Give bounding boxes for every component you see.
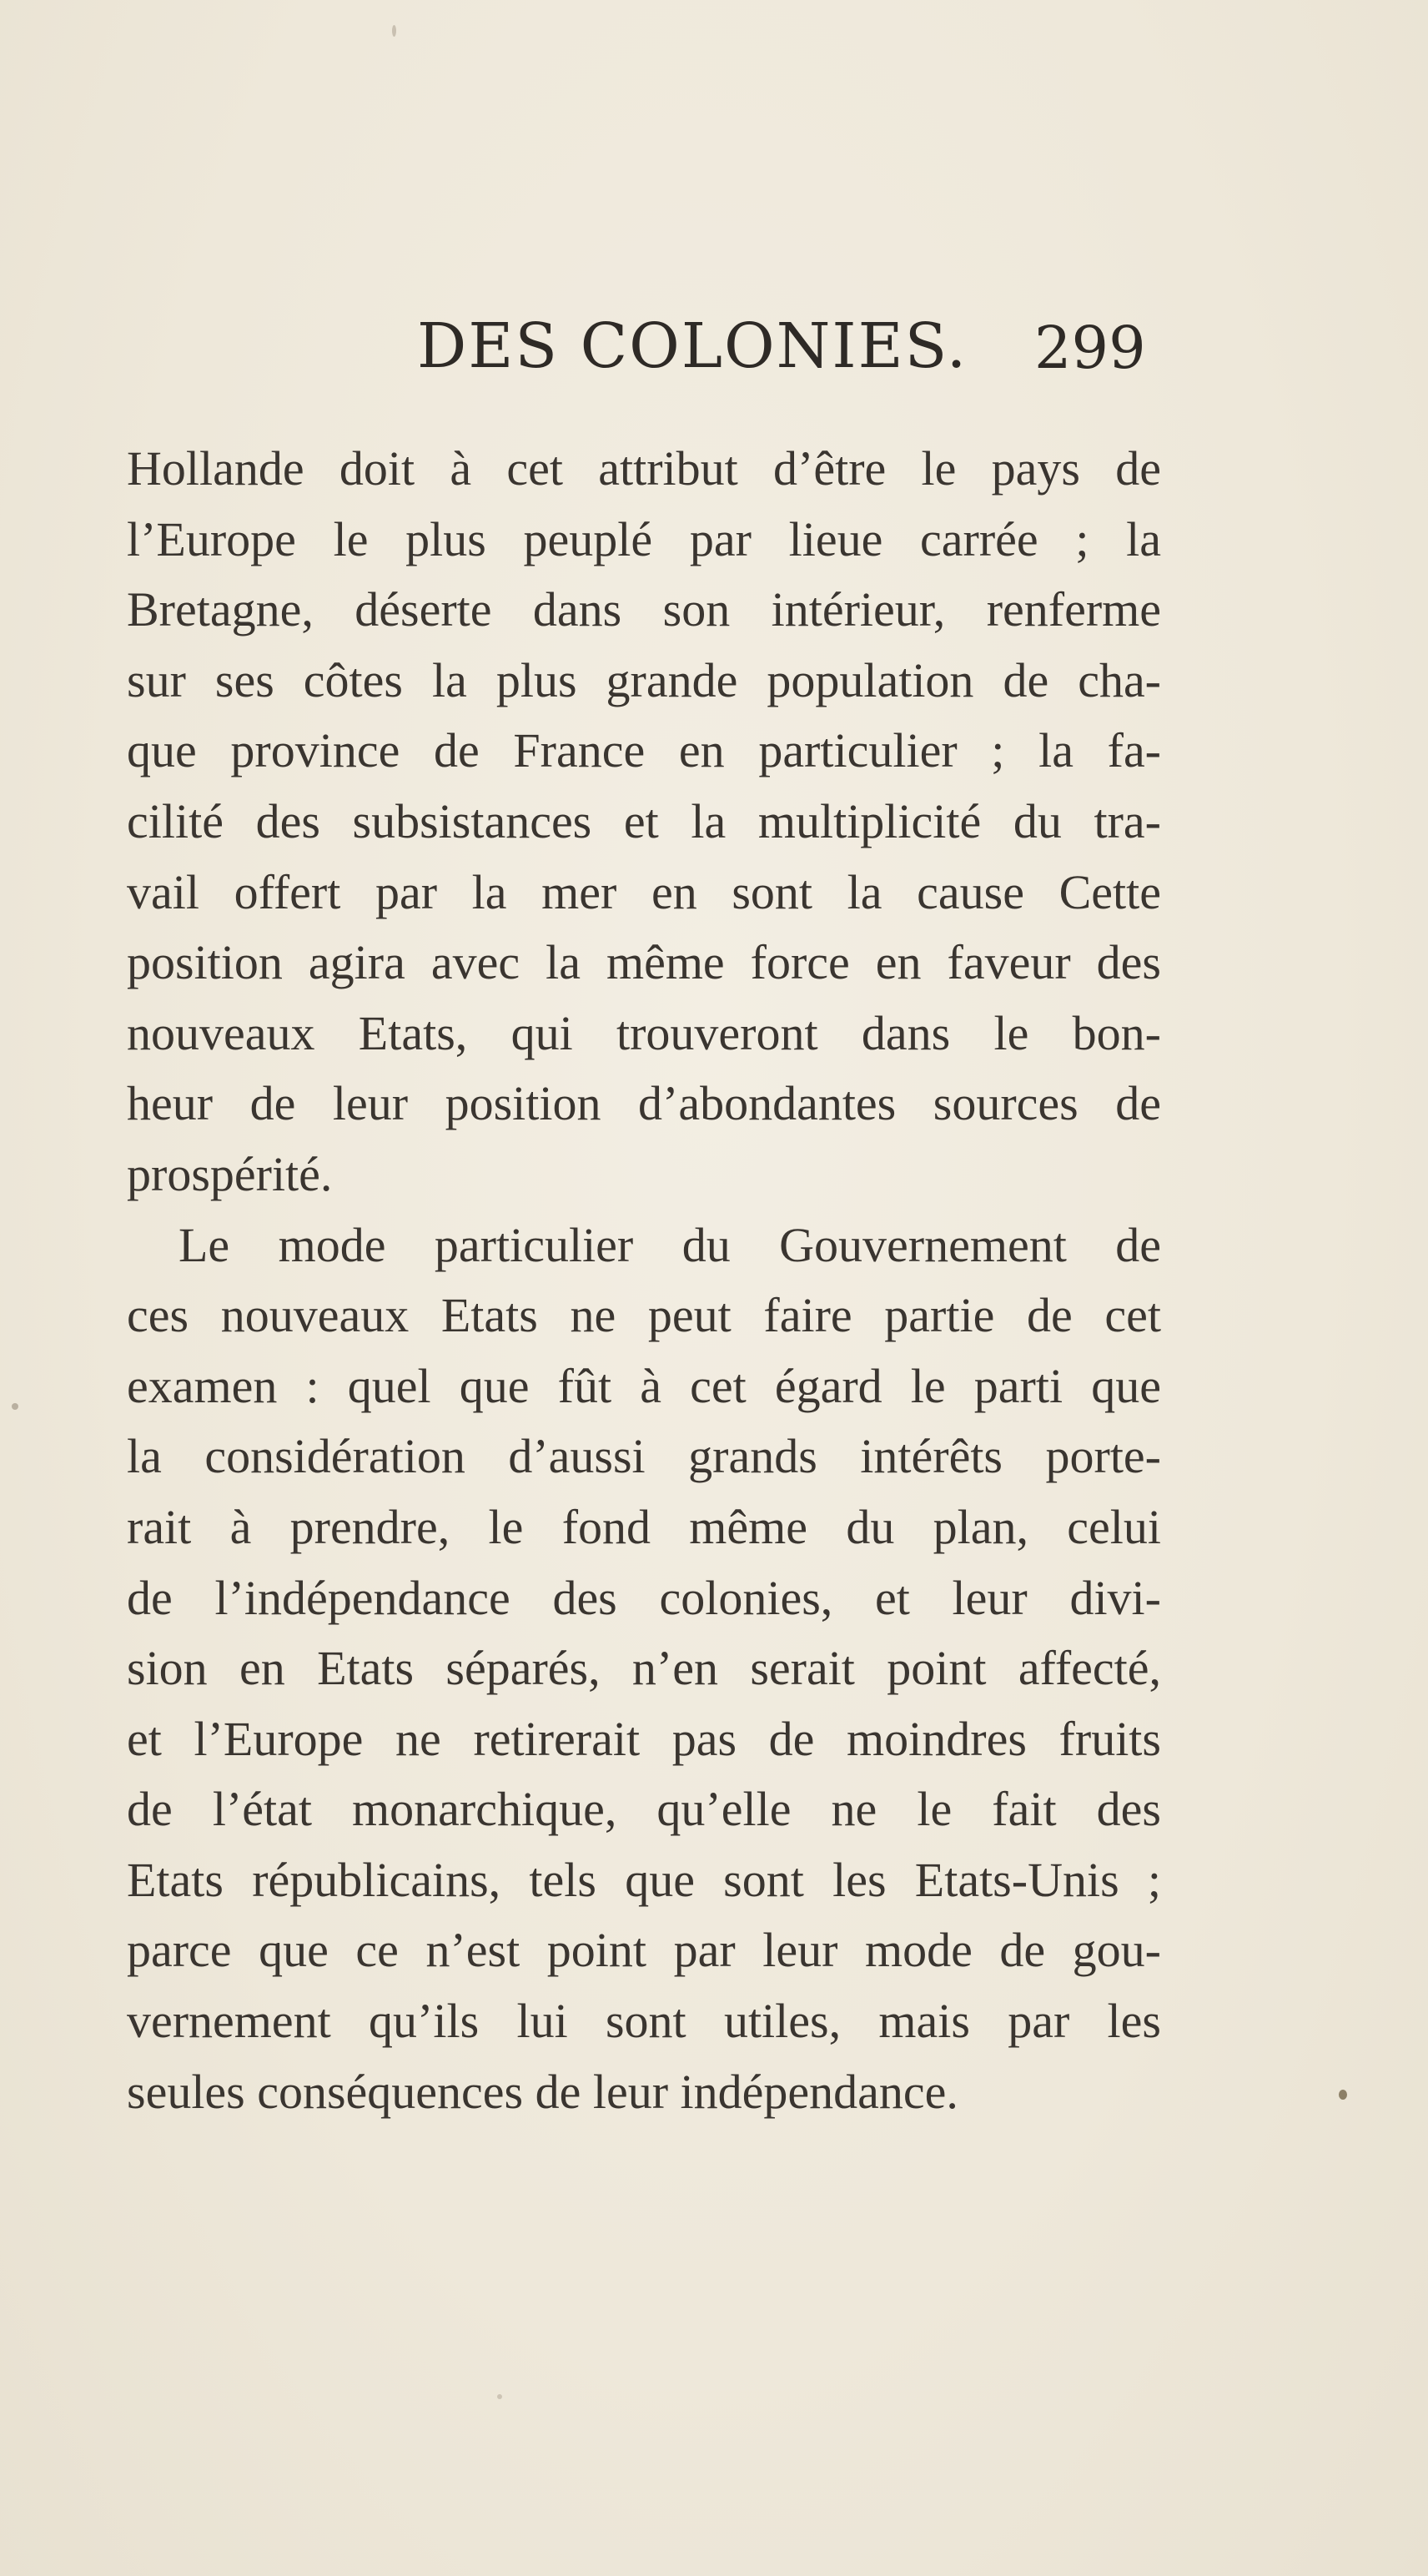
paper-speck	[12, 1403, 18, 1410]
paper-speck	[1339, 2090, 1347, 2100]
page-number: 299	[1034, 314, 1146, 382]
text-line: Etats républicains, tels que sont les Etats-Unis ;	[127, 1852, 1161, 1907]
text-line: Hollande doit à cet attribut d’être le pays de	[127, 441, 1161, 496]
text-line: seules conséquences de leur indépendance.	[127, 2064, 958, 2119]
text-line: cilité des subsistances et la multiplicité du tra-	[127, 793, 1161, 848]
paper-speck	[392, 25, 396, 37]
paragraph-2	[127, 1210, 1161, 2128]
text-line: que province de France en particulier ; la fa-	[127, 723, 1161, 778]
text-line: la considération d’aussi grands intérêts porte-	[127, 1429, 1161, 1484]
text-line: vail offert par la mer en sont la cause Cette	[127, 864, 1161, 919]
text-line: heur de leur position d’abondantes sources de	[127, 1076, 1161, 1131]
text-line: prospérité.	[127, 1146, 333, 1201]
text-line: rait à prendre, le fond même du plan, celui	[127, 1499, 1161, 1554]
body-text	[127, 434, 1161, 2127]
text-line: sion en Etats séparés, n’en serait point affecté,	[127, 1641, 1161, 1696]
text-line: et l’Europe ne retirerait pas de moindres fruits	[127, 1711, 1161, 1766]
text-line: parce que ce n’est point par leur mode de gou-	[127, 1923, 1161, 1978]
running-head-title: DES COLONIES.	[417, 310, 968, 382]
text-line: vernement qu’ils lui sont utiles, mais par les	[127, 1994, 1161, 2049]
text-line: examen : quel que fût à cet égard le parti que	[127, 1358, 1161, 1413]
text-line: l’Europe le plus peuplé par lieue carrée ; la	[127, 511, 1161, 566]
text-line: position agira avec la même force en faveur des	[127, 935, 1161, 990]
paragraph-1	[127, 434, 1161, 1210]
text-line: ces nouveaux Etats ne peut faire partie de cet	[127, 1288, 1161, 1343]
text-line: nouveaux Etats, qui trouveront dans le bon-	[127, 1005, 1161, 1060]
running-head	[0, 310, 1428, 385]
text-line: Le mode particulier du Gouvernement de	[178, 1217, 1161, 1272]
text-line: de l’indépendance des colonies, et leur divi-	[127, 1570, 1161, 1625]
text-line: Bretagne, déserte dans son intérieur, renferme	[127, 582, 1161, 637]
text-line: de l’état monarchique, qu’elle ne le fait des	[127, 1782, 1161, 1837]
text-line: sur ses côtes la plus grande population de cha-	[127, 652, 1161, 707]
paper-speck	[497, 2394, 502, 2399]
